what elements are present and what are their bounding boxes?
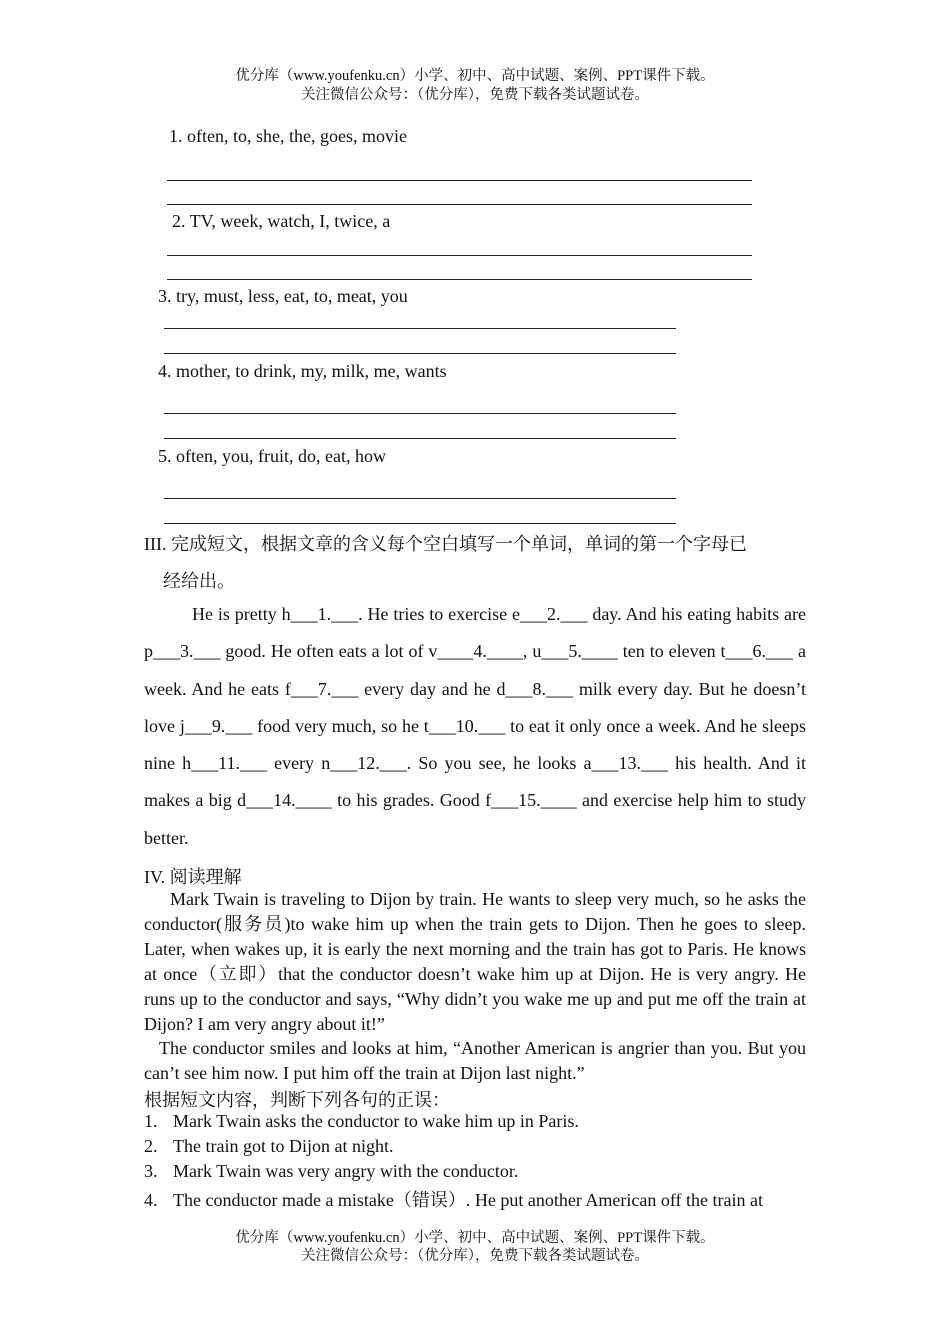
statement-text: The train got to Dijon at night.	[173, 1136, 394, 1156]
answer-line	[164, 523, 676, 524]
statement-text: Mark Twain was very angry with the conductor.	[173, 1161, 519, 1181]
answer-line	[164, 328, 676, 329]
answer-line	[164, 413, 676, 414]
statement-3	[144, 1161, 518, 1182]
question-1: 1. often, to, she, the, goes, movie	[169, 126, 407, 146]
statement-number: 4.	[144, 1190, 158, 1210]
question-2: 2. TV, week, watch, I, twice, a	[172, 211, 391, 231]
question-4: 4. mother, to drink, my, milk, me, wants	[158, 361, 447, 381]
page-header-line1: 优分库（www.youfenku.cn）小学、初中、高中试题、案例、PPT课件下载。	[235, 68, 715, 84]
answer-line	[164, 353, 676, 354]
answer-line	[167, 255, 752, 256]
statement-1	[144, 1111, 579, 1132]
statement-number: 3.	[144, 1161, 158, 1181]
question-3: 3. try, must, less, eat, to, meat, you	[158, 286, 408, 306]
statement-number: 1.	[144, 1111, 158, 1131]
cloze-passage-text: He is pretty h___1.___. He tries to exercise e___2.___ day. And his eating habits are p___3.___ good. He often eats a lot of v____4.____, u___5.____ ten to eleven t___6.___ a week. And he eats f___7.___ every day and he d___8.___ milk every day. But he doesn’t love j___9.___ food very much, so he t___10.___ to eat it only once a week. And he sleeps nine h___11.___ every n___12.___. So you see, he looks a___13.___ his health. And it makes a big d___14.____ to his grades. Good f___15.____ and exercise help him to study better.	[144, 604, 806, 848]
answer-line	[167, 180, 752, 181]
statement-number: 2.	[144, 1136, 158, 1156]
reading-paragraph-2: The conductor smiles and looks at him, “Another American is angrier than you. But you can’t see him now. I put him off the train at Dijon last night.”	[144, 1038, 806, 1083]
answer-line	[164, 438, 676, 439]
section4-title: IV. 阅读理解	[144, 867, 242, 887]
section3-title: III. 完成短文，根据文章的含义每个空白填写一个单词，单词的第一个字母已	[144, 534, 747, 554]
section3-title-cont: 经给出。	[163, 571, 235, 591]
statement-text: The conductor made a mistake（错误）. He put another American off the train at	[173, 1190, 763, 1210]
page-footer-line1: 优分库（www.youfenku.cn）小学、初中、高中试题、案例、PPT课件下载。	[235, 1230, 715, 1246]
judgement-instruction: 根据短文内容，判断下列各句的正误：	[144, 1090, 450, 1110]
cloze-passage	[144, 596, 806, 857]
statement-4	[144, 1186, 763, 1212]
question-5: 5. often, you, fruit, do, eat, how	[158, 446, 386, 466]
reading-paragraph-1: Mark Twain is traveling to Dijon by train. He wants to sleep very much, so he asks the conductor(服务员)to wake him up when the train gets to Dijon. Then he goes to sleep. Later, when wakes up, it is early the next morning and the train has got to Paris. He knows at once（立即）that the conductor doesn’t wake him up at Dijon. He is very angry. He runs up to the conductor and says, “Why didn’t you wake me up and put me off the train at Dijon? I am very angry about it!”	[144, 889, 806, 1034]
answer-line	[167, 279, 752, 280]
statement-text: Mark Twain asks the conductor to wake him up in Paris.	[173, 1111, 579, 1131]
statement-2	[144, 1136, 393, 1157]
page-footer-line2: 关注微信公众号：（优分库），免费下载各类试题试卷。	[301, 1248, 649, 1264]
page-header-line2: 关注微信公众号：（优分库），免费下载各类试题试卷。	[301, 87, 649, 103]
answer-line	[164, 498, 676, 499]
answer-line	[167, 204, 752, 205]
